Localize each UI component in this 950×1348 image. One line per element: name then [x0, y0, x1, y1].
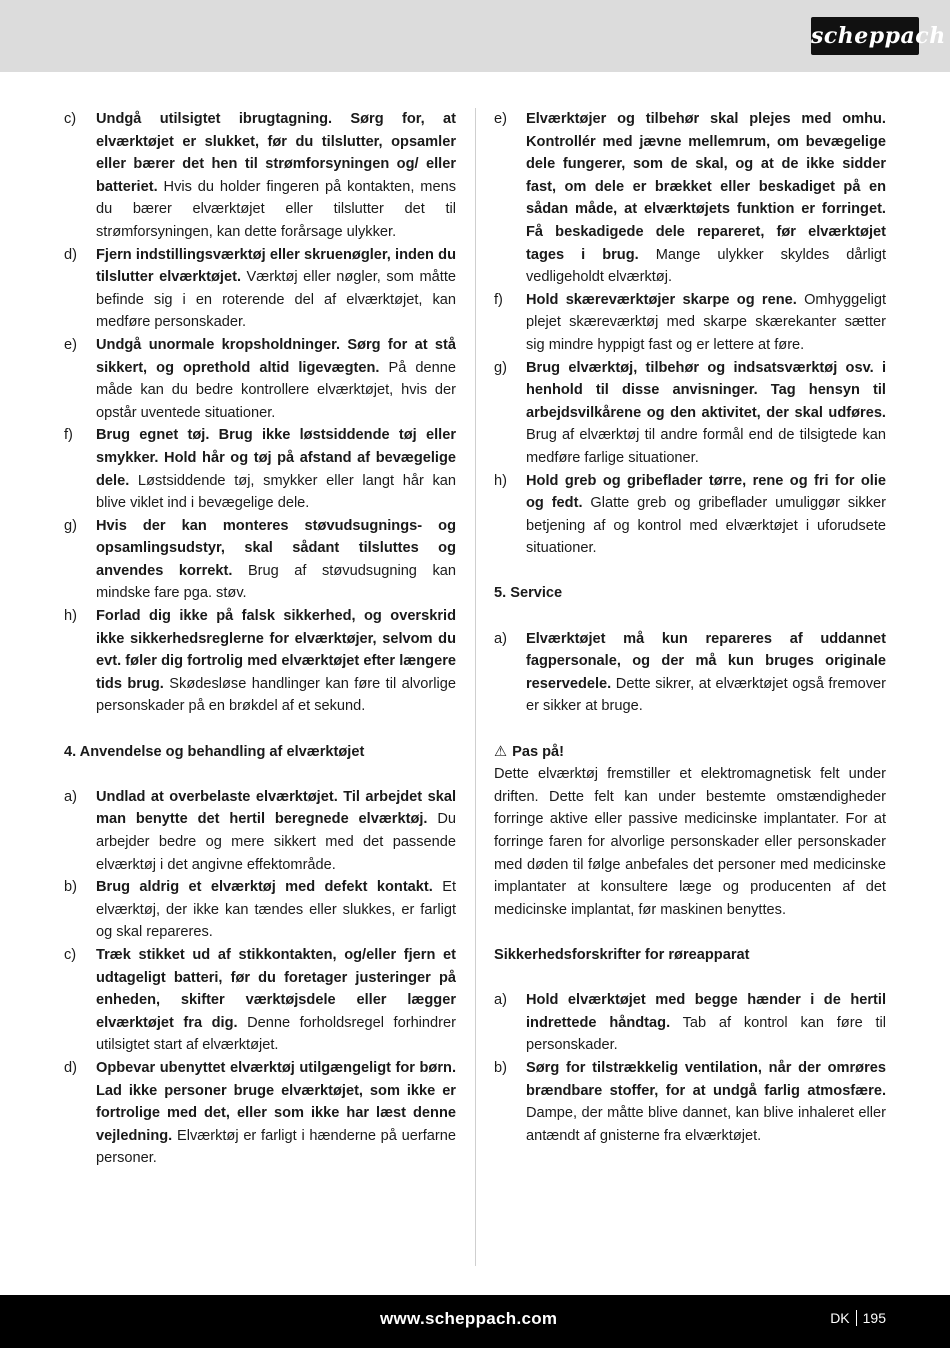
item-text: [526, 470, 886, 560]
item-normal-text: Værktøj eller nøgler, som måtte befinde sig i en roterende del af elværktøjet, kan medføre personskader.: [96, 269, 456, 331]
item-normal-text: Dampe, der måtte blive dannet, kan blive inhaleret eller antændt af gnisterne fra elværktøjet.: [526, 1105, 886, 1144]
item-bold-text: Elværktøjer og tilbehør skal plejes med omhu. Kontrollér med jævne mellemrum, om bevægelige dele fungerer, som de skal, og at de ikke sidder fast, om dele er brækket eller beskadiget på en sådan måde, at elværktøjets funktion er forringet. Få beskadigede dele repareret, før elværktøjet tages i brug.: [526, 111, 886, 263]
item-letter: f): [494, 291, 503, 308]
list-item: [64, 876, 456, 944]
item-letter: a): [494, 992, 507, 1009]
item-text: [96, 605, 456, 718]
item-text: [96, 334, 456, 424]
item-normal-text: Du arbejder bedre og mere sikkert med det passende elværktøj i det angivne effektområde.: [96, 811, 456, 873]
item-letter: a): [64, 788, 77, 805]
list-general-safety: [64, 108, 456, 718]
item-normal-text: Et elværktøj, der ikke kan tændes eller slukkes, er farligt og skal repareres.: [96, 879, 457, 941]
list-section-5: [494, 628, 886, 718]
list-item: [494, 357, 886, 470]
item-normal-text: Omhyggeligt plejet skæreværktøj med skarpe skærekanter sætter sig mindre hyppigt fast og er lettere at føre.: [526, 291, 886, 353]
list-item: [494, 108, 886, 289]
item-normal-text: Skødesløse handlinger kan føre til alvorlige personskader på en brøkdel af et sekund.: [96, 675, 456, 715]
item-bold-text: Opbevar ubenyttet elværktøj utilgængeligt for børn. Lad ikke personer bruge elværktøjet, som ikke er fortrolige med det, eller som ikke har læst denne vejledning.: [96, 1059, 456, 1144]
item-letter: c): [64, 946, 77, 963]
right-column: [494, 108, 886, 1147]
item-letter: h): [494, 472, 507, 489]
item-normal-text: Tab af kontrol kan føre til personskader.: [526, 1014, 886, 1054]
scheppach-logo: scheppach: [811, 17, 919, 55]
item-letter: d): [64, 246, 77, 263]
item-bold-text: Brug egnet tøj. Brug ikke løstsiddende tøj eller smykker. Hold hår og tøj på afstand af bevægelige dele.: [96, 427, 456, 489]
footer-page: 195: [862, 1310, 886, 1326]
left-column: [64, 108, 456, 1170]
list-item: [494, 1057, 886, 1147]
item-bold-text: Hvis der kan monteres støvudsugnings- og opsamlingsudstyr, skal sådant tilsluttes og anvendes korrekt.: [96, 517, 456, 579]
item-bold-text: Brug elværktøj, tilbehør og indsatsværktøj osv. i henhold til disse anvisninger. Tag hensyn til arbejdsvilkårene og den aktivitet, der skal udføres.: [526, 359, 886, 421]
item-text: [526, 357, 886, 470]
item-bold-text: Elværktøjet må kun repareres af uddannet fagpersonale, og der må kun bruges originale reservedele.: [526, 630, 886, 692]
list-item: [64, 108, 456, 244]
item-bold-text: Forlad dig ikke på falsk sikkerhed, og overskrid ikke sikkerhedsreglerne for elværktøjer, selvom du evt. føler dig fortrolig med elværktøjet efter længere tids brug.: [96, 608, 456, 692]
item-letter: e): [494, 111, 507, 127]
list-item: [64, 424, 456, 514]
item-bold-text: Træk stikket ud af stikkontakten, og/eller fjern et udtageligt batteri, før du foretager justeringer på enheden, skifter værktøjsdele eller lægger elværktøjet fra dig.: [96, 946, 456, 1031]
item-normal-text: Elværktøj er farligt i hænderne på uerfarne personer.: [96, 1127, 456, 1167]
header-bar: [0, 0, 950, 72]
item-letter: g): [64, 517, 77, 534]
item-bold-text: Hold greb og gribeflader tørre, rene og fri for olie og fedt.: [526, 472, 886, 512]
item-text: [96, 515, 456, 605]
list-section-4: [64, 786, 456, 1170]
item-text: [96, 244, 456, 334]
item-normal-text: Dette sikrer, at elværktøjet også fremover er sikker at bruge.: [526, 675, 886, 715]
warning-title-row: [494, 741, 886, 764]
item-bold-text: Hold skæreværktøjer skarpe og rene.: [526, 291, 797, 308]
item-letter: a): [494, 630, 507, 647]
footer-language: DK: [830, 1310, 850, 1326]
list-item: [494, 989, 886, 1057]
list-item: [64, 786, 456, 876]
footer-website-link[interactable]: www.scheppach.com: [380, 1309, 558, 1328]
footer-page-number: [830, 1310, 886, 1326]
item-text: [526, 1057, 886, 1147]
item-normal-text: På denne måde kan du bedre kontrollere elværktøjet, hvis der opstår uventede situationer.: [96, 359, 456, 421]
item-normal-text: Brug af elværktøj til andre formål end de tilsigtede kan medføre farlige situationer.: [526, 427, 886, 466]
warning-text: Dette elværktøj fremstiller et elektromagnetisk felt under driften. Dette felt kan under bestemte omstændigheder forringe aktive eller passive medicinske implantater. For at forringe faren for alvorlige personskader eller personskader med døden til følge anbefales det personer med medicinske implantater at konsultere læge og producenten af det medicinske implantat, før maskinen benyttes.: [494, 766, 886, 918]
item-letter: b): [494, 1059, 507, 1076]
list-item: [494, 289, 886, 357]
item-letter: d): [64, 1059, 77, 1076]
item-normal-text: Denne forholdsregel forhindrer utilsigtet start af elværktøjet.: [96, 1014, 456, 1054]
item-letter: e): [64, 336, 77, 353]
list-item: [64, 244, 456, 334]
list-item: [494, 628, 886, 718]
item-bold-text: Brug aldrig et elværktøj med defekt kontakt.: [96, 879, 433, 896]
list-item: [494, 470, 886, 560]
item-normal-text: Hvis du holder fingeren på kontakten, mens du bærer elværktøjet eller tilslutter det til strømforsyningen, kan dette forårsage ulykker.: [96, 178, 456, 240]
item-text: [96, 108, 456, 244]
list-item: [64, 515, 456, 605]
item-letter: f): [64, 427, 73, 444]
list-item: [64, 334, 456, 424]
item-letter: c): [64, 111, 77, 127]
list-item: [64, 944, 456, 1057]
item-letter: g): [494, 359, 507, 376]
list-mixer-safety: [494, 989, 886, 1147]
item-normal-text: Brug af støvudsugning kan mindske fare pga. støv.: [96, 562, 456, 602]
item-normal-text: Mange ulykker skyldes dårligt vedligeholdt elværktøj.: [526, 246, 886, 286]
item-bold-text: Sørg for tilstrækkelig ventilation, når der omrøres brændbare stoffer, for at undgå farlig atmosfære.: [526, 1059, 886, 1099]
list-item: [64, 605, 456, 718]
item-text: [96, 944, 456, 1057]
item-letter: b): [64, 879, 77, 896]
list-tool-care: [494, 108, 886, 560]
warning-triangle-icon: ⚠: [494, 743, 508, 760]
item-normal-text: Glatte greb og gribeflader umuliggør sikker betjening af og kontrol med elværktøjet i uforudsete situationer.: [526, 495, 886, 557]
item-text: [96, 876, 456, 944]
section-5-heading: 5. Service: [494, 585, 563, 602]
item-text: [96, 1057, 456, 1170]
item-text: [526, 108, 886, 289]
warning-title: Pas på!: [512, 743, 565, 760]
item-bold-text: Undlad at overbelaste elværktøjet. Til arbejdet skal man benytte det hertil beregnede elværktøj.: [96, 788, 456, 828]
section-4-heading: 4. Anvendelse og behandling af elværktøjet: [64, 743, 365, 760]
item-letter: h): [64, 608, 77, 625]
column-divider: [475, 108, 476, 1266]
item-bold-text: Hold elværktøjet med begge hænder i de hertil indrettede håndtag.: [526, 992, 886, 1031]
mixer-safety-heading: Sikkerhedsforskrifter for røreapparat: [494, 946, 750, 963]
footer-bar: [0, 1295, 950, 1348]
list-item: [64, 1057, 456, 1170]
item-text: [96, 424, 456, 514]
item-text: [526, 989, 886, 1057]
item-bold-text: Fjern indstillingsværktøj eller skruenøgler, inden du tilslutter elværktøjet.: [96, 246, 456, 286]
item-text: [96, 786, 456, 876]
item-bold-text: Undgå utilsigtet ibrugtagning. Sørg for, at elværktøjet er slukket, før du tilslutter, opsamler eller bærer det hen til strømforsyningen og/ eller batteriet.: [96, 111, 456, 195]
item-text: [526, 628, 886, 718]
item-text: [526, 289, 886, 357]
item-bold-text: Undgå unormale kropsholdninger. Sørg for at stå sikkert, og oprethold altid ligevægten.: [96, 336, 456, 376]
item-normal-text: Løstsiddende tøj, smykker eller langt hår kan blive viklet ind i bevægelige dele.: [96, 472, 456, 512]
footer-separator: [856, 1310, 857, 1326]
